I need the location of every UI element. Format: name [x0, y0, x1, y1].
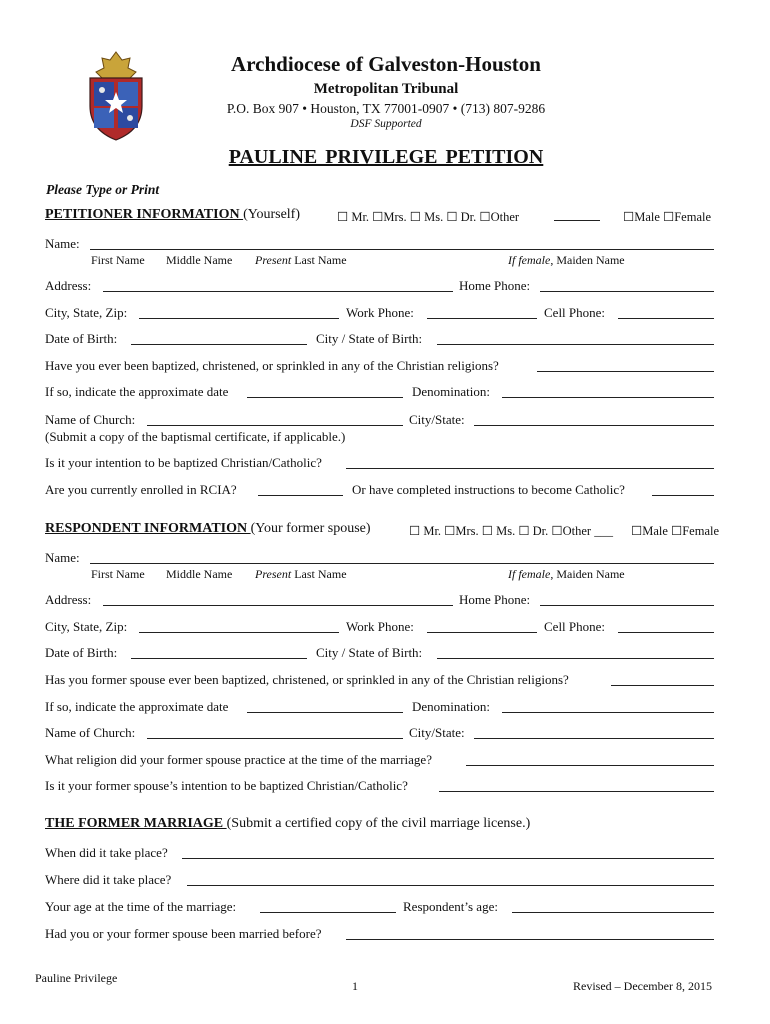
respondent-name-row: Name:: [45, 550, 715, 570]
married-before-field[interactable]: [346, 926, 714, 940]
marriage-heading: THE FORMER MARRIAGE (Submit a certified copy of the civil marriage license.): [45, 816, 531, 831]
petitioner-approx-date-field[interactable]: [247, 384, 403, 398]
respondent-denomination-field[interactable]: [502, 699, 714, 713]
respondent-address-field[interactable]: [103, 592, 453, 606]
submit-baptismal-note: (Submit a copy of the baptismal certificate, if applicable.): [45, 429, 346, 444]
respondent-birthplace-field[interactable]: [437, 645, 714, 659]
petitioner-work-phone-field[interactable]: [427, 305, 537, 319]
marriage-when-field[interactable]: [182, 845, 714, 859]
petitioner-name-parts: First Name Middle Name Present Last Name If female, Maiden Name: [91, 253, 625, 267]
respondent-baptized-row: Has you former spouse ever been baptized, christened, or sprinkled in any of the Christian religions?: [45, 672, 715, 692]
respondent-approx-date-field[interactable]: [247, 699, 403, 713]
respondent-city-row: City, State, Zip: Work Phone: Cell Phone:: [45, 619, 715, 639]
revised-date: Revised – December 8, 2015: [573, 979, 712, 993]
respondent-name-field[interactable]: [90, 550, 714, 564]
respondent-address-row: Address: Home Phone:: [45, 592, 715, 612]
petitioner-birthplace-field[interactable]: [437, 331, 714, 345]
respondent-intention-field[interactable]: [439, 778, 714, 792]
respondent-intention-row: Is it your former spouse’s intention to be baptized Christian/Catholic?: [45, 778, 715, 798]
document-title: PAULINE PRIVILEGE PETITION: [228, 146, 544, 168]
respondent-heading: RESPONDENT INFORMATION (Your former spouse): [45, 521, 371, 536]
petitioner-instructions-field[interactable]: [652, 482, 714, 496]
respondent-cell-phone-field[interactable]: [618, 619, 714, 633]
petitioner-church-row: Name of Church: City/State:: [45, 412, 715, 432]
petitioner-gender-options[interactable]: ☐Male ☐Female: [623, 210, 712, 224]
petitioner-title-options[interactable]: ☐ Mr. ☐Mrs. ☐ Ms. ☐ Dr. ☐Other: [337, 210, 520, 224]
instruction-text: Please Type or Print: [46, 182, 160, 197]
petitioner-name-field[interactable]: [90, 236, 714, 250]
org-address: P.O. Box 907 • Houston, TX 77001-0907 • (713) 807-9286: [226, 101, 546, 116]
petitioner-approx-date-row: If so, indicate the approximate date Denomination:: [45, 384, 715, 404]
petitioner-intention-row: Is it your intention to be baptized Christian/Catholic?: [45, 455, 715, 475]
petitioner-heading: PETITIONER INFORMATION (Yourself): [45, 207, 301, 222]
marriage-when-row: When did it take place?: [45, 845, 715, 865]
page-number: 1: [352, 979, 358, 993]
dsf-note: DSF Supported: [350, 118, 422, 130]
respondent-age-field[interactable]: [512, 899, 714, 913]
married-before-row: Had you or your former spouse been married before?: [45, 926, 715, 946]
petitioner-rcia-row: Are you currently enrolled in RCIA? Or have completed instructions to become Catholic?: [45, 482, 715, 502]
respondent-church-field[interactable]: [147, 725, 403, 739]
org-title: Archdiocese of Galveston-Houston: [231, 52, 541, 76]
respondent-name-parts: First Name Middle Name Present Last Name If female, Maiden Name: [91, 567, 625, 581]
petitioner-denomination-field[interactable]: [502, 384, 714, 398]
respondent-religion-field[interactable]: [466, 752, 714, 766]
petitioner-other-title-field[interactable]: [554, 207, 600, 221]
petitioner-cell-phone-field[interactable]: [618, 305, 714, 319]
petitioner-city-field[interactable]: [139, 305, 339, 319]
petitioner-dob-row: Date of Birth: City / State of Birth:: [45, 331, 715, 351]
respondent-approx-date-row: If so, indicate the approximate date Denomination:: [45, 699, 715, 719]
petitioner-baptized-row: Have you ever been baptized, christened, or sprinkled in any of the Christian religions?: [45, 358, 715, 378]
petitioner-home-phone-field[interactable]: [540, 278, 714, 292]
marriage-age-row: Your age at the time of the marriage: Respondent’s age:: [45, 899, 715, 919]
respondent-dob-field[interactable]: [131, 645, 307, 659]
marriage-heading-row: [45, 816, 715, 836]
respondent-dob-row: Date of Birth: City / State of Birth:: [45, 645, 715, 665]
marriage-where-row: Where did it take place?: [45, 872, 715, 892]
petitioner-address-field[interactable]: [103, 278, 453, 292]
respondent-church-city-field[interactable]: [474, 725, 714, 739]
name-label: Name:: [45, 236, 80, 251]
petitioner-dob-field[interactable]: [131, 331, 307, 345]
footer-doc-name: Pauline Privilege: [35, 971, 118, 985]
respondent-religion-row: What religion did your former spouse practice at the time of the marriage?: [45, 752, 715, 772]
petitioner-intention-field[interactable]: [346, 455, 714, 469]
respondent-heading-row: [45, 521, 720, 541]
respondent-city-field[interactable]: [139, 619, 339, 633]
org-subtitle: Metropolitan Tribunal: [313, 81, 459, 97]
respondent-title-options[interactable]: ☐ Mr. ☐Mrs. ☐ Ms. ☐ Dr. ☐Other ___: [409, 524, 613, 538]
respondent-gender-options[interactable]: ☐Male ☐Female: [631, 524, 720, 538]
respondent-home-phone-field[interactable]: [540, 592, 714, 606]
archdiocese-crest-icon: [86, 50, 146, 142]
respondent-church-row: Name of Church: City/State:: [45, 725, 715, 745]
petitioner-heading-row: [45, 207, 715, 227]
respondent-baptized-field[interactable]: [611, 672, 714, 686]
petitioner-baptized-field[interactable]: [537, 358, 714, 372]
petitioner-rcia-field[interactable]: [258, 482, 343, 496]
marriage-where-field[interactable]: [187, 872, 714, 886]
petitioner-city-row: City, State, Zip: Work Phone: Cell Phone:: [45, 305, 715, 325]
petitioner-address-row: Address: Home Phone:: [45, 278, 715, 298]
petitioner-church-city-field[interactable]: [474, 412, 714, 426]
petitioner-church-field[interactable]: [147, 412, 403, 426]
respondent-work-phone-field[interactable]: [427, 619, 537, 633]
your-age-field[interactable]: [260, 899, 396, 913]
